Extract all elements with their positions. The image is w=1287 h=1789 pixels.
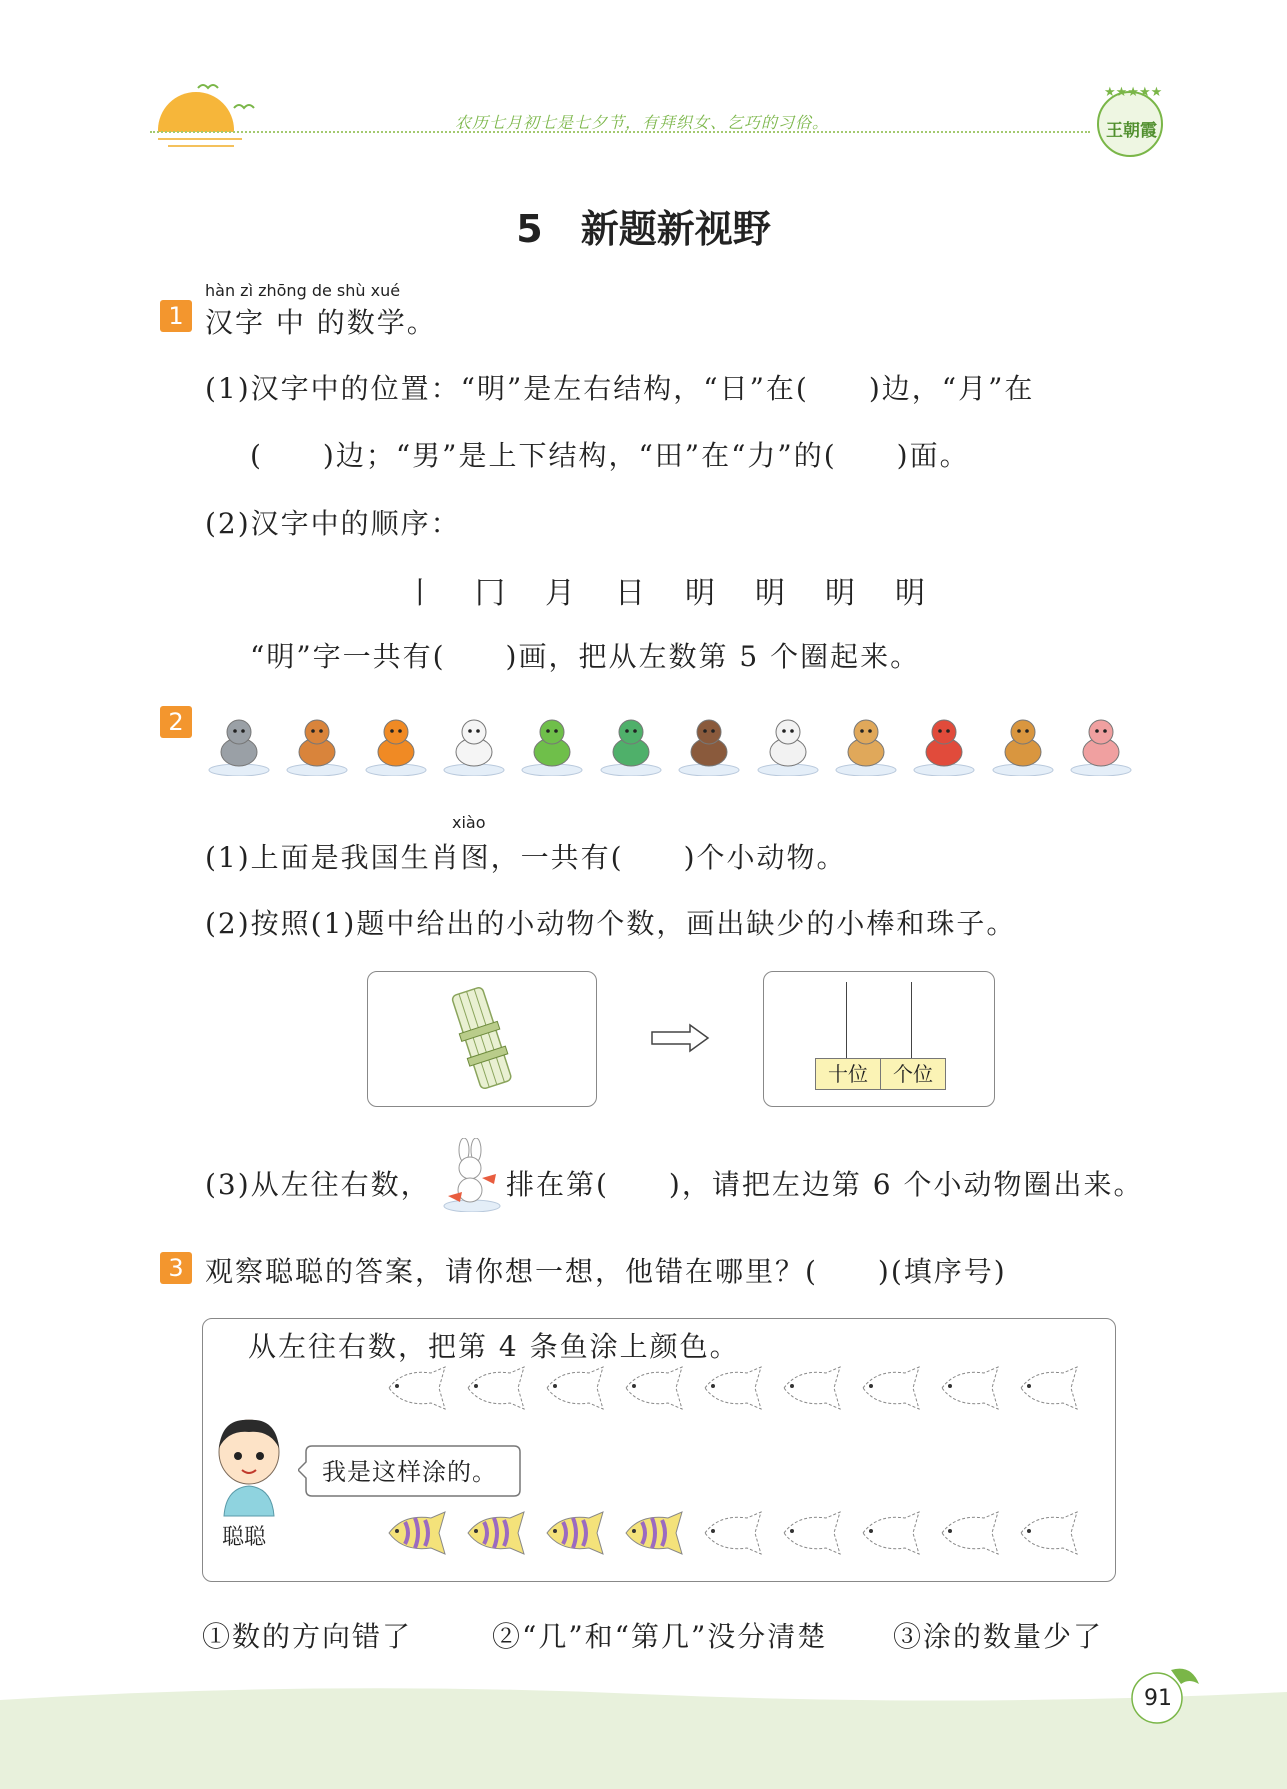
badge-label: 王朝霞 <box>1106 121 1157 141</box>
page-number: 91 <box>1144 1686 1172 1711</box>
ones-rod <box>911 982 912 1067</box>
sun-line <box>158 138 242 140</box>
stroke-step[interactable]: 日 <box>615 576 645 611</box>
colored-fish-icon[interactable] <box>383 1510 451 1556</box>
pig-icon[interactable] <box>1067 710 1135 776</box>
fish-icon[interactable] <box>778 1365 846 1411</box>
snake-icon[interactable] <box>597 710 665 776</box>
q1-part2: (2)汉字中的顺序： <box>205 507 461 540</box>
fish-icon[interactable] <box>1015 1510 1083 1556</box>
dog-icon[interactable] <box>989 710 1057 776</box>
dragon-icon[interactable] <box>518 710 586 776</box>
q1-part1-line1: (1)汉字中的位置：“明”是左右结构，“日”在( )边，“月”在 <box>205 372 1035 405</box>
stick-bundle-icon <box>368 972 596 1106</box>
fish-icon[interactable] <box>857 1510 925 1556</box>
stroke-step[interactable]: 丨 <box>405 576 435 611</box>
fish-icon[interactable] <box>699 1365 767 1411</box>
q3-heading: 观察聪聪的答案，请你想一想，他错在哪里？( )(填序号) <box>205 1255 1007 1288</box>
fish-row-uncolored <box>383 1365 1083 1413</box>
birds-icon <box>196 80 256 120</box>
footer-wave <box>0 1680 1287 1789</box>
rabbit-icon[interactable] <box>440 710 508 776</box>
tiger-icon[interactable] <box>362 710 430 776</box>
option-2[interactable]: ②“几”和“第几”没分清楚 <box>492 1620 828 1653</box>
stroke-step[interactable]: 明 <box>685 576 715 611</box>
q2-part2: (2)按照(1)题中给出的小动物个数，画出缺少的小棒和珠子。 <box>205 907 1017 940</box>
boy-name: 聪聪 <box>222 1525 267 1550</box>
q3-instruction: 从左往右数，把第 4 条鱼涂上颜色。 <box>248 1330 740 1363</box>
zodiac-animal-row <box>205 710 1135 780</box>
option-1[interactable]: ①数的方向错了 <box>202 1620 413 1653</box>
sun-line <box>168 145 234 147</box>
stroke-step[interactable]: 月 <box>545 576 575 611</box>
sticks-box <box>367 971 597 1107</box>
tens-label: 十位 <box>815 1058 881 1090</box>
svg-text:★★★★★: ★★★★★ <box>1104 85 1163 100</box>
header-tip: 农历七月初七是七夕节，有拜织女、乞巧的习俗。 <box>455 113 830 132</box>
fish-icon[interactable] <box>936 1365 1004 1411</box>
colored-fish-icon[interactable] <box>620 1510 688 1556</box>
stroke-step[interactable]: 明 <box>825 576 855 611</box>
option-3[interactable]: ③涂的数量少了 <box>893 1620 1104 1653</box>
ox-icon[interactable] <box>283 710 351 776</box>
colored-fish-icon[interactable] <box>462 1510 530 1556</box>
stroke-step[interactable]: 冂 <box>475 576 505 611</box>
q2-pinyin: xiào <box>452 813 486 832</box>
fish-icon[interactable] <box>541 1365 609 1411</box>
page-title: 5 新题新视野 <box>516 207 771 251</box>
stroke-step[interactable]: 明 <box>755 576 785 611</box>
fish-icon[interactable] <box>1015 1365 1083 1411</box>
fish-icon[interactable] <box>620 1365 688 1411</box>
monkey-icon[interactable] <box>832 710 900 776</box>
q2-part1: (1)上面是我国生肖图，一共有( )个小动物。 <box>205 841 847 874</box>
rabbit-icon <box>438 1138 504 1212</box>
rooster-icon[interactable] <box>910 710 978 776</box>
question-2-number: 2 <box>160 706 192 738</box>
q2-part3-a: (3)从左往右数， <box>205 1168 431 1201</box>
colored-fish-icon[interactable] <box>541 1510 609 1556</box>
goat-icon[interactable] <box>754 710 822 776</box>
arrow-right-icon <box>650 1023 710 1053</box>
q1-heading: 汉字 中 的数学。 <box>205 306 437 339</box>
fish-icon[interactable] <box>857 1365 925 1411</box>
question-1-number: 1 <box>160 300 192 332</box>
fish-row-answer <box>383 1510 1083 1558</box>
tens-rod <box>846 982 847 1067</box>
rat-icon[interactable] <box>205 710 273 776</box>
stroke-order-sequence <box>405 568 925 612</box>
abacus-box <box>763 971 995 1107</box>
speech-text: 我是这样涂的。 <box>322 1458 497 1486</box>
q1-part2-question: “明”字一共有( )画，把从左数第 5 个圈起来。 <box>250 640 921 673</box>
fish-icon[interactable] <box>936 1510 1004 1556</box>
horse-icon[interactable] <box>675 710 743 776</box>
boy-avatar <box>210 1412 288 1518</box>
question-3-number: 3 <box>160 1252 192 1284</box>
fish-icon[interactable] <box>383 1365 451 1411</box>
q2-part3-b: 排在第( )，请把左边第 6 个小动物圈出来。 <box>506 1168 1144 1201</box>
stroke-step[interactable]: 明 <box>895 576 925 611</box>
ones-label: 个位 <box>880 1058 946 1090</box>
q1-part1-line2: ( )边；“男”是上下结构，“田”在“力”的( )面。 <box>250 439 970 472</box>
q1-pinyin: hàn zì zhōng de shù xué <box>205 281 401 300</box>
fish-icon[interactable] <box>699 1510 767 1556</box>
fish-icon[interactable] <box>462 1365 530 1411</box>
fish-icon[interactable] <box>778 1510 846 1556</box>
